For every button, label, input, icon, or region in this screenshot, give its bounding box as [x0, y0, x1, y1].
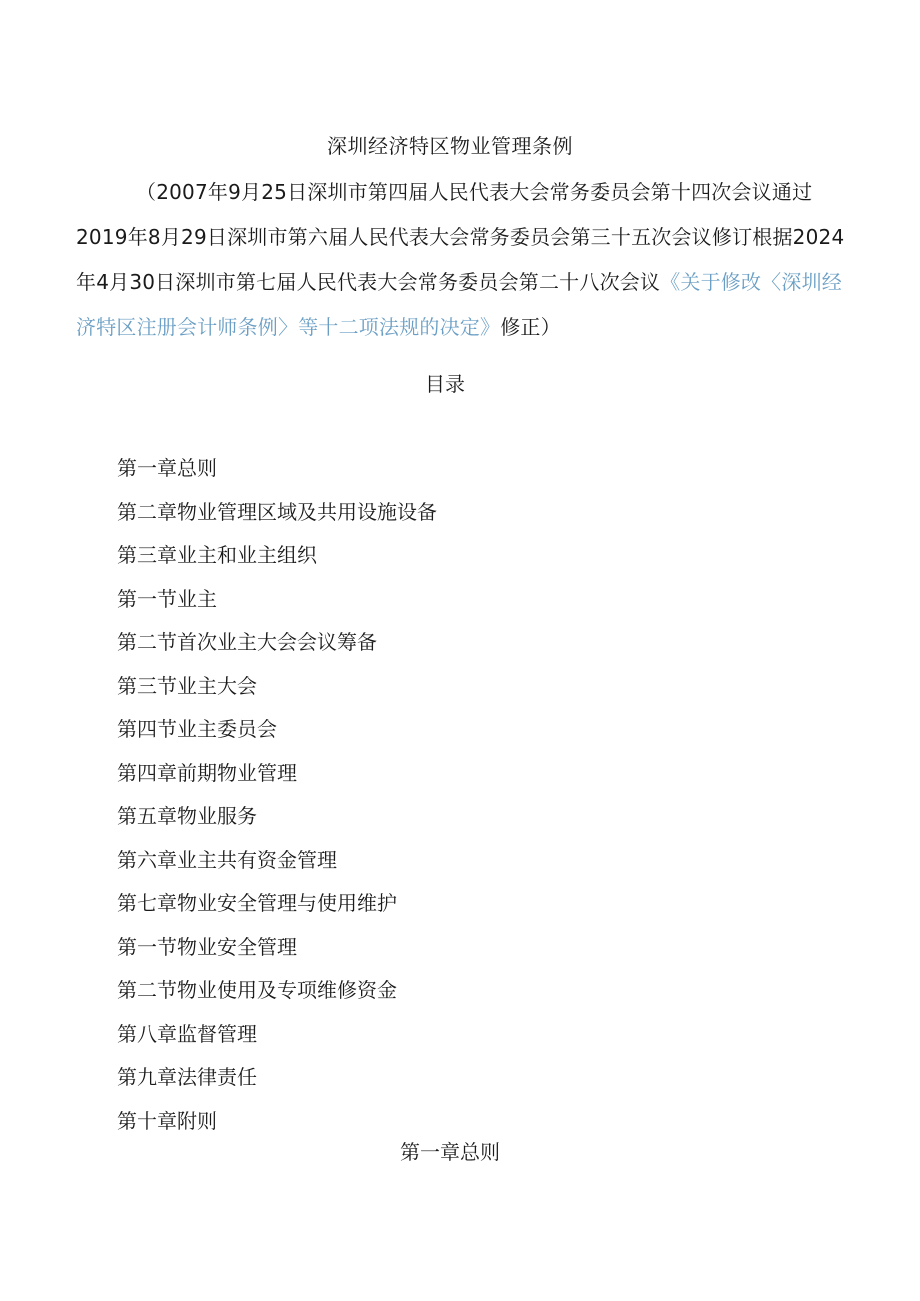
toc-item[interactable]: 第二章物业管理区域及共用设施设备: [117, 499, 437, 524]
preamble: [76, 170, 845, 350]
preamble-line-2: 2019年8月29日深圳市第六届人民代表大会常务委员会第三十五次会议修订根据2024: [76, 225, 845, 249]
toc-item[interactable]: 第一节物业安全管理: [117, 934, 297, 959]
toc-item[interactable]: 第四章前期物业管理: [117, 760, 297, 785]
preamble-line-4-text: 修正）: [500, 315, 561, 339]
toc-item[interactable]: 第二节物业使用及专项维修资金: [117, 978, 397, 1002]
toc-item[interactable]: 第四节业主委员会: [117, 717, 277, 741]
amendment-decision-link-part-1[interactable]: 《关于修改〈深圳经: [660, 270, 842, 294]
toc-heading: 目录: [425, 372, 465, 396]
chapter-heading: 第一章总则: [400, 1140, 500, 1164]
toc-item[interactable]: 第七章物业安全管理与使用维护: [117, 891, 397, 915]
toc-item[interactable]: 第二节首次业主大会会议筹备: [117, 630, 377, 654]
amendment-decision-link-part-2[interactable]: 济特区注册会计师条例〉等十二项法规的决定》: [76, 315, 501, 339]
toc-item[interactable]: 第五章物业服务: [117, 804, 257, 828]
toc-item[interactable]: 第六章业主共有资金管理: [117, 847, 337, 872]
preamble-line-1: （2007年9月25日深圳市第四届人民代表大会常务委员会第十四次会议通过: [136, 180, 813, 204]
preamble-line-3-text: 年4月30日深圳市第七届人民代表大会常务委员会第二十八次会议: [76, 270, 661, 294]
document-title: 深圳经济特区物业管理条例: [327, 134, 573, 158]
preamble-line-3: [76, 260, 842, 305]
toc-item[interactable]: 第九章法律责任: [117, 1065, 257, 1089]
toc-item[interactable]: 第十章附则: [117, 1108, 217, 1133]
preamble-line-4: [76, 305, 836, 350]
toc-item[interactable]: 第三节业主大会: [117, 673, 257, 698]
table-of-contents: [117, 452, 437, 1148]
toc-item[interactable]: 第一节业主: [117, 586, 217, 611]
toc-item[interactable]: 第三章业主和业主组织: [117, 543, 317, 567]
toc-item[interactable]: 第一章总则: [117, 456, 217, 480]
toc-item[interactable]: 第八章监督管理: [117, 1021, 257, 1046]
